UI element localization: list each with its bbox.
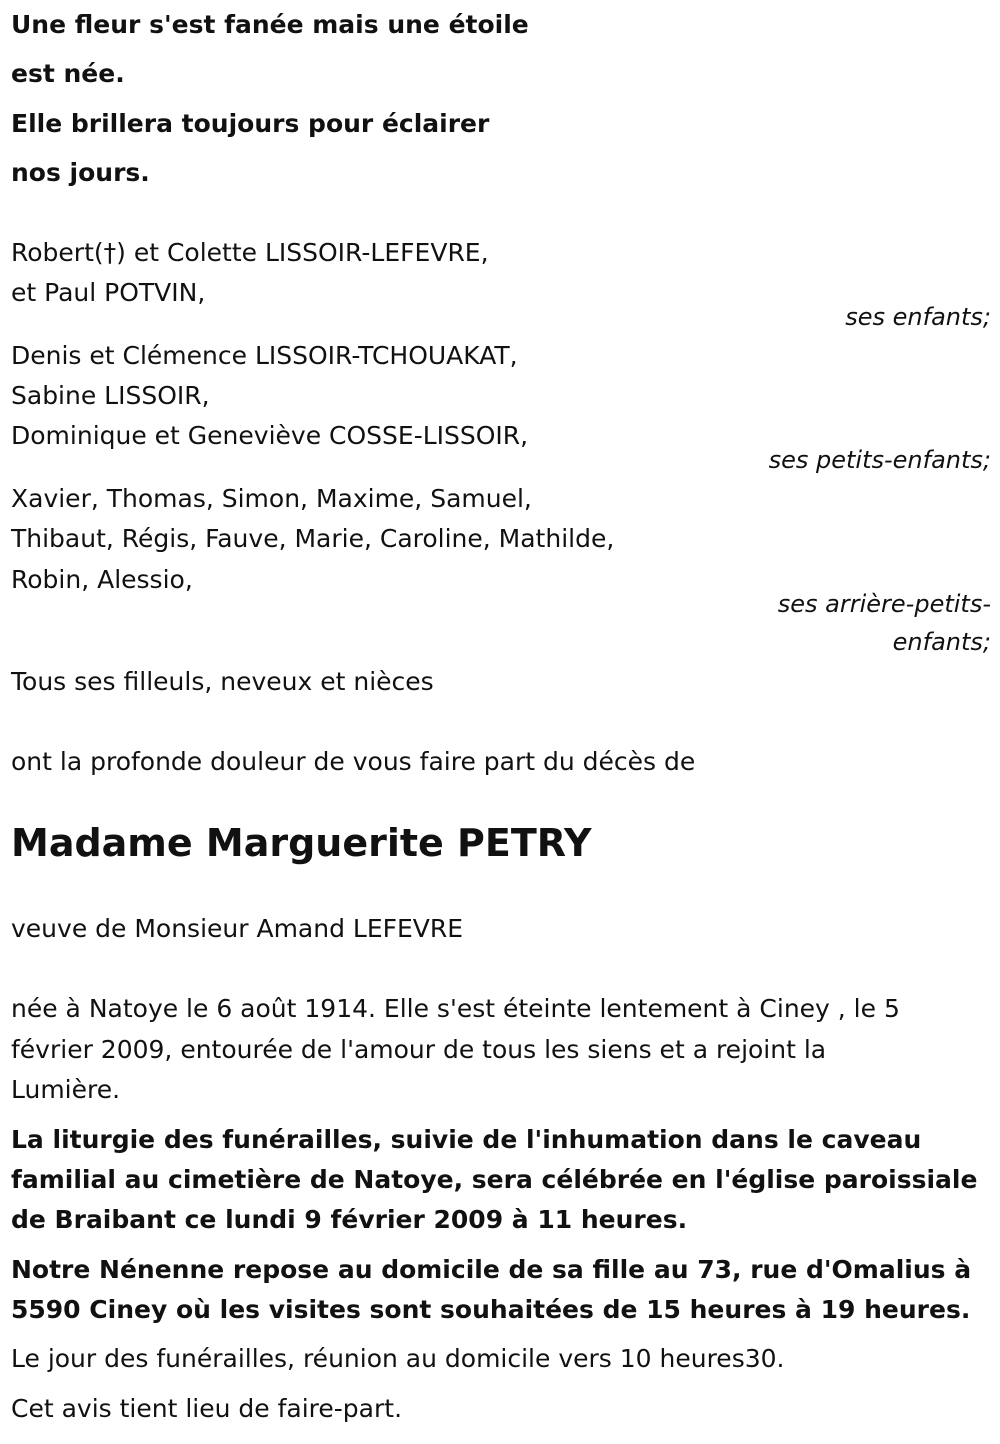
grandchildren-line: Denis et Clémence LISSOIR-TCHOUAKAT, — [11, 341, 518, 370]
birth-death-line: février 2009, entourée de l'amour de tous les siens et a rejoint la — [11, 1035, 827, 1064]
great-grandchildren-label: ses arrière-petits- — [777, 590, 991, 618]
visitation-line: Notre Nénenne repose au domicile de sa fille au 73, rue d'Omalius à — [11, 1255, 972, 1284]
obituary-notice — [11, 0, 991, 1444]
children-label: ses enfants; — [845, 303, 991, 331]
funeral-line: La liturgie des funérailles, suivie de l'inhumation dans le caveau — [11, 1125, 922, 1154]
grandchildren-line: Sabine LISSOIR, — [11, 381, 210, 410]
epigraph-line: Une fleur s'est fanée mais une étoile — [11, 10, 529, 39]
grandchildren-line: Dominique et Geneviève COSSE-LISSOIR, — [11, 421, 529, 450]
great-grandchildren-label: enfants; — [892, 628, 991, 656]
deceased-name: Madame Marguerite PETRY — [11, 821, 592, 865]
epigraph-line: nos jours. — [11, 158, 150, 187]
children-line: Robert(†) et Colette LISSOIR-LEFEVRE, — [11, 238, 489, 267]
meeting-line: Le jour des funérailles, réunion au domicile vers 10 heures30. — [11, 1344, 785, 1373]
announcement-line: ont la profonde douleur de vous faire part du décès de — [11, 747, 696, 776]
great-grandchildren-line: Thibaut, Régis, Fauve, Marie, Caroline, Mathilde, — [11, 524, 615, 553]
funeral-line: familial au cimetière de Natoye, sera célébrée en l'église paroissiale — [11, 1165, 978, 1194]
epigraph-line: est née. — [11, 59, 125, 88]
visitation-line: 5590 Ciney où les visites sont souhaitées de 15 heures à 19 heures. — [11, 1295, 971, 1324]
epigraph-line: Elle brillera toujours pour éclairer — [11, 109, 490, 138]
godchildren-line: Tous ses filleuls, neveux et nièces — [11, 667, 434, 696]
great-grandchildren-line: Xavier, Thomas, Simon, Maxime, Samuel, — [11, 484, 532, 513]
funeral-line: de Braibant ce lundi 9 février 2009 à 11 heures. — [11, 1205, 688, 1234]
birth-death-line: née à Natoye le 6 août 1914. Elle s'est éteinte lentement à Ciney , le 5 — [11, 994, 900, 1023]
widow-of-line: veuve de Monsieur Amand LEFEVRE — [11, 914, 464, 943]
children-line: et Paul POTVIN, — [11, 278, 206, 307]
birth-death-line: Lumière. — [11, 1075, 121, 1104]
closing-line: Cet avis tient lieu de faire-part. — [11, 1394, 403, 1423]
grandchildren-label: ses petits-enfants; — [768, 446, 991, 474]
great-grandchildren-line: Robin, Alessio, — [11, 565, 193, 594]
